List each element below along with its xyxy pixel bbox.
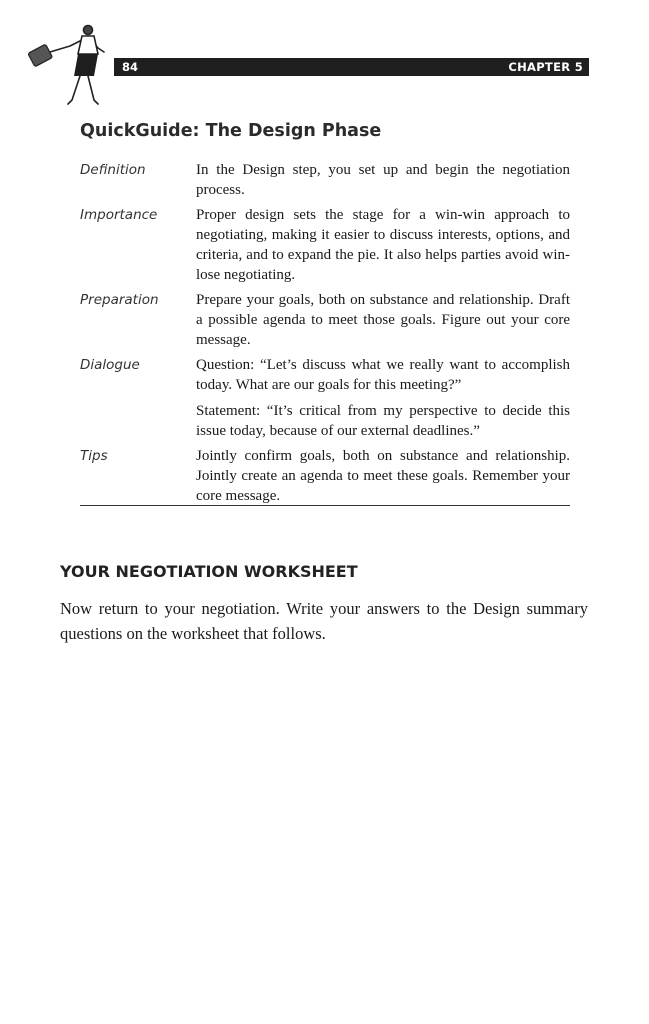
worksheet-heading: YOUR NEGOTIATION WORKSHEET [60,562,358,581]
businesswoman-illustration-icon [28,22,108,108]
paragraph: Prepare your goals, both on substance and relationship. Draft a possible agenda to meet those goals. Figure out your core message. [196,292,570,348]
term-definition: Definition [80,162,146,178]
importance-text [196,205,570,285]
tips-text [196,446,570,506]
page-number: 84 [122,60,139,74]
term-dialogue: Dialogue [80,357,140,373]
term-importance: Importance [80,207,158,223]
term-tips: Tips [80,448,108,464]
quickguide-row-preparation [80,290,570,350]
quickguide-row-importance [80,205,570,285]
paragraph: In the Design step, you set up and begin the negotiation process. [196,162,570,198]
quickguide-row-tips [80,446,570,506]
quickguide-row-dialogue [80,355,570,441]
quickguide-row-definition [80,160,570,200]
chapter-label: CHAPTER 5 [508,60,583,74]
worksheet-body-text: Now return to your negotiation. Write your answers to the Design summary questions on the worksheet that follows. [60,599,588,643]
quickguide-title: QuickGuide: The Design Phase [80,121,382,141]
dialogue-text [196,355,570,441]
running-header-bar [114,58,589,76]
quickguide-table [80,160,570,511]
paragraph: Statement: “It’s critical from my perspective to decide this issue today, because of our external deadlines.” [196,403,570,439]
definition-text [196,160,570,200]
term-preparation: Preparation [80,292,159,308]
table-bottom-rule [80,505,570,506]
preparation-text [196,290,570,350]
paragraph: Jointly confirm goals, both on substance and relationship. Jointly create an agenda to meet these goals. Remember your core message. [196,448,570,504]
paragraph: Question: “Let’s discuss what we really want to accomplish today. What are our goals for this meeting?” [196,357,570,393]
paragraph: Proper design sets the stage for a win-win approach to negotiating, making it easier to discuss interests, options, and criteria, and to expand the pie. It also helps parties avoid win-lose negotiating. [196,207,570,283]
